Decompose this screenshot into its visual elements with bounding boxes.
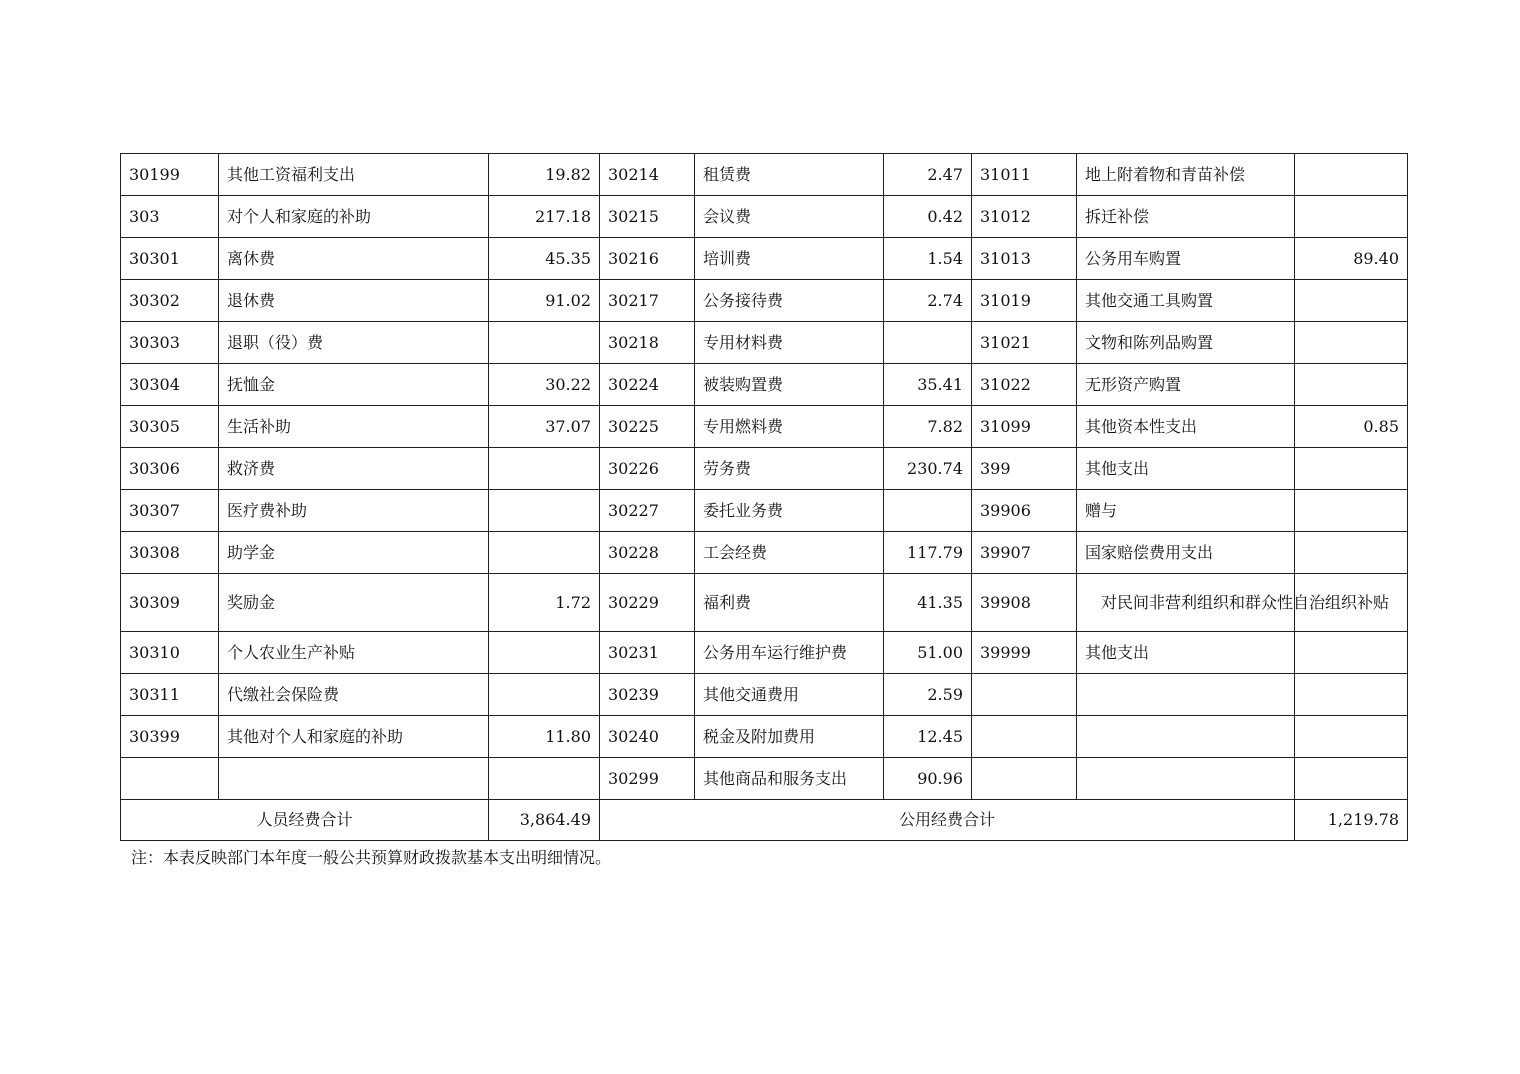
group2-item-name-cell: 劳务费: [695, 448, 884, 490]
group1-econ-code-cell: 30309: [121, 574, 219, 632]
group3-amount-cell: [1295, 448, 1408, 490]
group3-amount-cell: [1295, 716, 1408, 758]
group1-amount-cell: [489, 632, 600, 674]
personnel-total-label: 人员经费合计: [121, 800, 489, 841]
group3-econ-code-cell: 39999: [972, 632, 1077, 674]
group1-econ-code-cell: 303: [121, 196, 219, 238]
group1-econ-code-cell: 30308: [121, 532, 219, 574]
group1-item-name-cell: 退职（役）费: [219, 322, 489, 364]
group2-econ-code-cell: 30299: [600, 758, 695, 800]
group2-econ-code-cell: 30240: [600, 716, 695, 758]
group3-item-name-cell: 其他支出: [1077, 448, 1295, 490]
group3-amount-cell: [1295, 758, 1408, 800]
group3-econ-code-cell: [972, 674, 1077, 716]
group3-item-name-cell: 公务用车购置: [1077, 238, 1295, 280]
group1-amount-cell: [489, 448, 600, 490]
group1-amount-cell: 91.02: [489, 280, 600, 322]
group3-amount-cell: 89.40: [1295, 238, 1408, 280]
group2-amount-cell: 117.79: [884, 532, 972, 574]
group3-item-name-cell: 对民间非营利组织和群众性自治组织补贴: [1077, 574, 1295, 632]
table-row: [121, 322, 1408, 364]
group3-item-name-cell: 其他资本性支出: [1077, 406, 1295, 448]
group3-econ-code-cell: [972, 716, 1077, 758]
group3-item-name-cell: 文物和陈列品购置: [1077, 322, 1295, 364]
group2-econ-code-cell: 30239: [600, 674, 695, 716]
group3-item-name-cell: [1077, 674, 1295, 716]
group3-econ-code-cell: 31022: [972, 364, 1077, 406]
table-row: [121, 674, 1408, 716]
group2-item-name-cell: 其他交通费用: [695, 674, 884, 716]
group1-amount-cell: 19.82: [489, 154, 600, 196]
group2-item-name-cell: 租赁费: [695, 154, 884, 196]
group2-econ-code-cell: 30226: [600, 448, 695, 490]
group2-item-name-cell: 委托业务费: [695, 490, 884, 532]
group3-econ-code-cell: 399: [972, 448, 1077, 490]
table-row: [121, 448, 1408, 490]
group1-econ-code-cell: [121, 758, 219, 800]
group2-econ-code-cell: 30214: [600, 154, 695, 196]
group1-econ-code-cell: 30304: [121, 364, 219, 406]
group1-item-name-cell: 助学金: [219, 532, 489, 574]
group3-econ-code-cell: 31012: [972, 196, 1077, 238]
group3-amount-cell: [1295, 280, 1408, 322]
group3-amount-cell: 0.85: [1295, 406, 1408, 448]
group3-econ-code-cell: 31021: [972, 322, 1077, 364]
table-row: [121, 758, 1408, 800]
group1-amount-cell: [489, 758, 600, 800]
group1-item-name-cell: [219, 758, 489, 800]
group2-econ-code-cell: 30218: [600, 322, 695, 364]
group3-item-name-cell: 其他支出: [1077, 632, 1295, 674]
expenditure-detail-table: [120, 153, 1408, 841]
table-row: [121, 490, 1408, 532]
group3-amount-cell: [1295, 674, 1408, 716]
group2-item-name-cell: 专用材料费: [695, 322, 884, 364]
group1-item-name-cell: 医疗费补助: [219, 490, 489, 532]
group1-item-name-cell: 代缴社会保险费: [219, 674, 489, 716]
group3-amount-cell: [1295, 632, 1408, 674]
group1-amount-cell: 11.80: [489, 716, 600, 758]
group1-item-name-cell: 离休费: [219, 238, 489, 280]
group3-amount-cell: [1295, 322, 1408, 364]
group1-econ-code-cell: 30311: [121, 674, 219, 716]
group2-amount-cell: 12.45: [884, 716, 972, 758]
group2-item-name-cell: 公务用车运行维护费: [695, 632, 884, 674]
group2-item-name-cell: 公务接待费: [695, 280, 884, 322]
table-row: [121, 196, 1408, 238]
group3-item-name-cell: 无形资产购置: [1077, 364, 1295, 406]
group3-item-name-cell: [1077, 758, 1295, 800]
group2-econ-code-cell: 30228: [600, 532, 695, 574]
group3-item-name-cell: 拆迁补偿: [1077, 196, 1295, 238]
group2-econ-code-cell: 30227: [600, 490, 695, 532]
group1-item-name-cell: 其他工资福利支出: [219, 154, 489, 196]
group1-amount-cell: 30.22: [489, 364, 600, 406]
group1-amount-cell: [489, 322, 600, 364]
group2-amount-cell: 35.41: [884, 364, 972, 406]
group2-amount-cell: [884, 322, 972, 364]
group3-item-name-cell: [1077, 716, 1295, 758]
group3-item-name-cell: 赠与: [1077, 490, 1295, 532]
table-body: [121, 154, 1408, 800]
table-row: [121, 154, 1408, 196]
table-footnote: 注：本表反映部门本年度一般公共预算财政拨款基本支出明细情况。: [131, 848, 612, 867]
group3-econ-code-cell: 31019: [972, 280, 1077, 322]
group2-amount-cell: 7.82: [884, 406, 972, 448]
group1-econ-code-cell: 30301: [121, 238, 219, 280]
table-row: [121, 280, 1408, 322]
group2-amount-cell: 51.00: [884, 632, 972, 674]
group3-item-name-cell: 国家赔偿费用支出: [1077, 532, 1295, 574]
group2-item-name-cell: 培训费: [695, 238, 884, 280]
public-total-label: 公用经费合计: [600, 800, 1295, 841]
group2-econ-code-cell: 30224: [600, 364, 695, 406]
group3-item-name-cell: 地上附着物和青苗补偿: [1077, 154, 1295, 196]
group1-econ-code-cell: 30307: [121, 490, 219, 532]
table-row: [121, 632, 1408, 674]
group1-econ-code-cell: 30310: [121, 632, 219, 674]
group2-amount-cell: [884, 490, 972, 532]
group2-item-name-cell: 其他商品和服务支出: [695, 758, 884, 800]
group3-econ-code-cell: 39907: [972, 532, 1077, 574]
group2-amount-cell: 0.42: [884, 196, 972, 238]
group1-amount-cell: 1.72: [489, 574, 600, 632]
public-total-value: 1,219.78: [1295, 800, 1408, 841]
group1-item-name-cell: 奖励金: [219, 574, 489, 632]
group2-econ-code-cell: 30229: [600, 574, 695, 632]
group3-econ-code-cell: 39906: [972, 490, 1077, 532]
table-row: [121, 364, 1408, 406]
group1-econ-code-cell: 30399: [121, 716, 219, 758]
group3-item-name-cell: 其他交通工具购置: [1077, 280, 1295, 322]
group3-econ-code-cell: [972, 758, 1077, 800]
group1-item-name-cell: 对个人和家庭的补助: [219, 196, 489, 238]
group1-item-name-cell: 个人农业生产补贴: [219, 632, 489, 674]
group1-item-name-cell: 救济费: [219, 448, 489, 490]
group3-econ-code-cell: 31011: [972, 154, 1077, 196]
group2-item-name-cell: 福利费: [695, 574, 884, 632]
group1-econ-code-cell: 30199: [121, 154, 219, 196]
group2-amount-cell: 2.74: [884, 280, 972, 322]
group3-amount-cell: [1295, 196, 1408, 238]
group2-econ-code-cell: 30217: [600, 280, 695, 322]
group1-econ-code-cell: 30303: [121, 322, 219, 364]
group1-econ-code-cell: 30305: [121, 406, 219, 448]
group2-econ-code-cell: 30231: [600, 632, 695, 674]
group3-econ-code-cell: 31013: [972, 238, 1077, 280]
group1-econ-code-cell: 30306: [121, 448, 219, 490]
group1-item-name-cell: 抚恤金: [219, 364, 489, 406]
group1-econ-code-cell: 30302: [121, 280, 219, 322]
group3-amount-cell: [1295, 532, 1408, 574]
group1-amount-cell: [489, 532, 600, 574]
group2-econ-code-cell: 30225: [600, 406, 695, 448]
group2-item-name-cell: 专用燃料费: [695, 406, 884, 448]
group2-item-name-cell: 会议费: [695, 196, 884, 238]
group2-item-name-cell: 被装购置费: [695, 364, 884, 406]
group1-amount-cell: [489, 490, 600, 532]
group1-item-name-cell: 其他对个人和家庭的补助: [219, 716, 489, 758]
group3-econ-code-cell: 39908: [972, 574, 1077, 632]
totals-row: [121, 800, 1408, 841]
table-row: [121, 238, 1408, 280]
table-row: [121, 574, 1408, 632]
group2-amount-cell: 90.96: [884, 758, 972, 800]
personnel-total-value: 3,864.49: [489, 800, 600, 841]
group2-econ-code-cell: 30216: [600, 238, 695, 280]
group1-amount-cell: [489, 674, 600, 716]
group3-amount-cell: [1295, 364, 1408, 406]
table-row: [121, 532, 1408, 574]
group2-amount-cell: 2.47: [884, 154, 972, 196]
table-row: [121, 406, 1408, 448]
group3-amount-cell: [1295, 154, 1408, 196]
group1-amount-cell: 37.07: [489, 406, 600, 448]
group2-amount-cell: 2.59: [884, 674, 972, 716]
group2-amount-cell: 41.35: [884, 574, 972, 632]
group1-item-name-cell: 生活补助: [219, 406, 489, 448]
group2-amount-cell: 1.54: [884, 238, 972, 280]
group3-amount-cell: [1295, 490, 1408, 532]
group2-item-name-cell: 工会经费: [695, 532, 884, 574]
group3-econ-code-cell: 31099: [972, 406, 1077, 448]
group1-amount-cell: 217.18: [489, 196, 600, 238]
group2-econ-code-cell: 30215: [600, 196, 695, 238]
group1-amount-cell: 45.35: [489, 238, 600, 280]
group1-item-name-cell: 退休费: [219, 280, 489, 322]
group2-amount-cell: 230.74: [884, 448, 972, 490]
group2-item-name-cell: 税金及附加费用: [695, 716, 884, 758]
table-row: [121, 716, 1408, 758]
